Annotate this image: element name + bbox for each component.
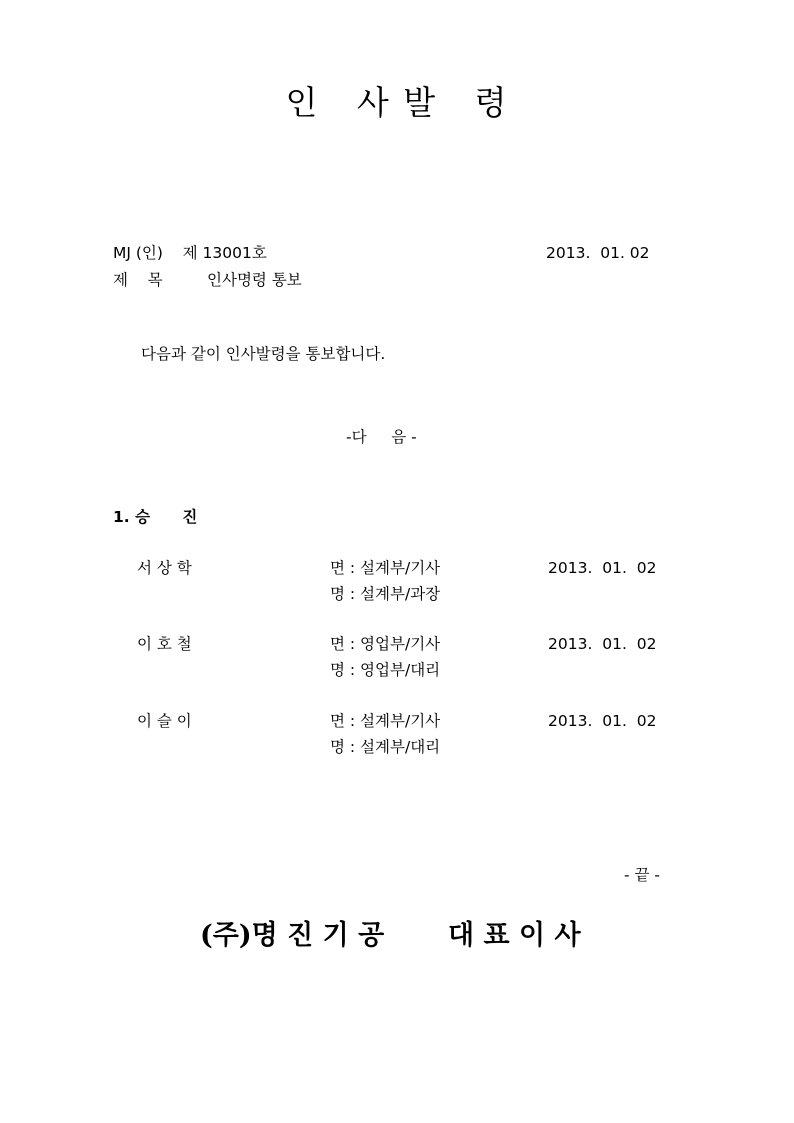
previous-position: 면 : 영업부/기사 (330, 635, 441, 653)
notice-heading: -다 음 - (346, 428, 417, 446)
document-code: MJ (인) 제 13001호 (113, 244, 267, 262)
previous-position: 면 : 설계부/기사 (330, 712, 441, 730)
subject-label: 제 목 (113, 271, 163, 289)
employee-name: 이 슬 이 (137, 712, 192, 730)
section-heading: 1. 승 진 (113, 508, 198, 526)
end-mark: - 끝 - (624, 866, 661, 884)
previous-position: 면 : 설계부/기사 (330, 559, 441, 577)
company-name: (주)명 진 기 공 (200, 920, 385, 951)
employee-name: 서 상 학 (137, 559, 192, 577)
effective-date: 2013. 01. 02 (548, 712, 657, 730)
document-date: 2013. 01. 02 (546, 244, 650, 262)
new-position: 명 : 설계부/대리 (330, 738, 441, 756)
new-position: 명 : 영업부/대리 (330, 661, 441, 679)
employee-name: 이 호 철 (137, 635, 192, 653)
document-title: 인 사 발 령 (285, 83, 509, 122)
new-position: 명 : 설계부/과장 (330, 585, 441, 603)
subject-value: 인사명령 통보 (207, 271, 302, 289)
effective-date: 2013. 01. 02 (548, 635, 657, 653)
effective-date: 2013. 01. 02 (548, 559, 657, 577)
signer-title: 대 표 이 사 (448, 920, 581, 951)
intro-text: 다음과 같이 인사발령을 통보합니다. (141, 345, 386, 363)
